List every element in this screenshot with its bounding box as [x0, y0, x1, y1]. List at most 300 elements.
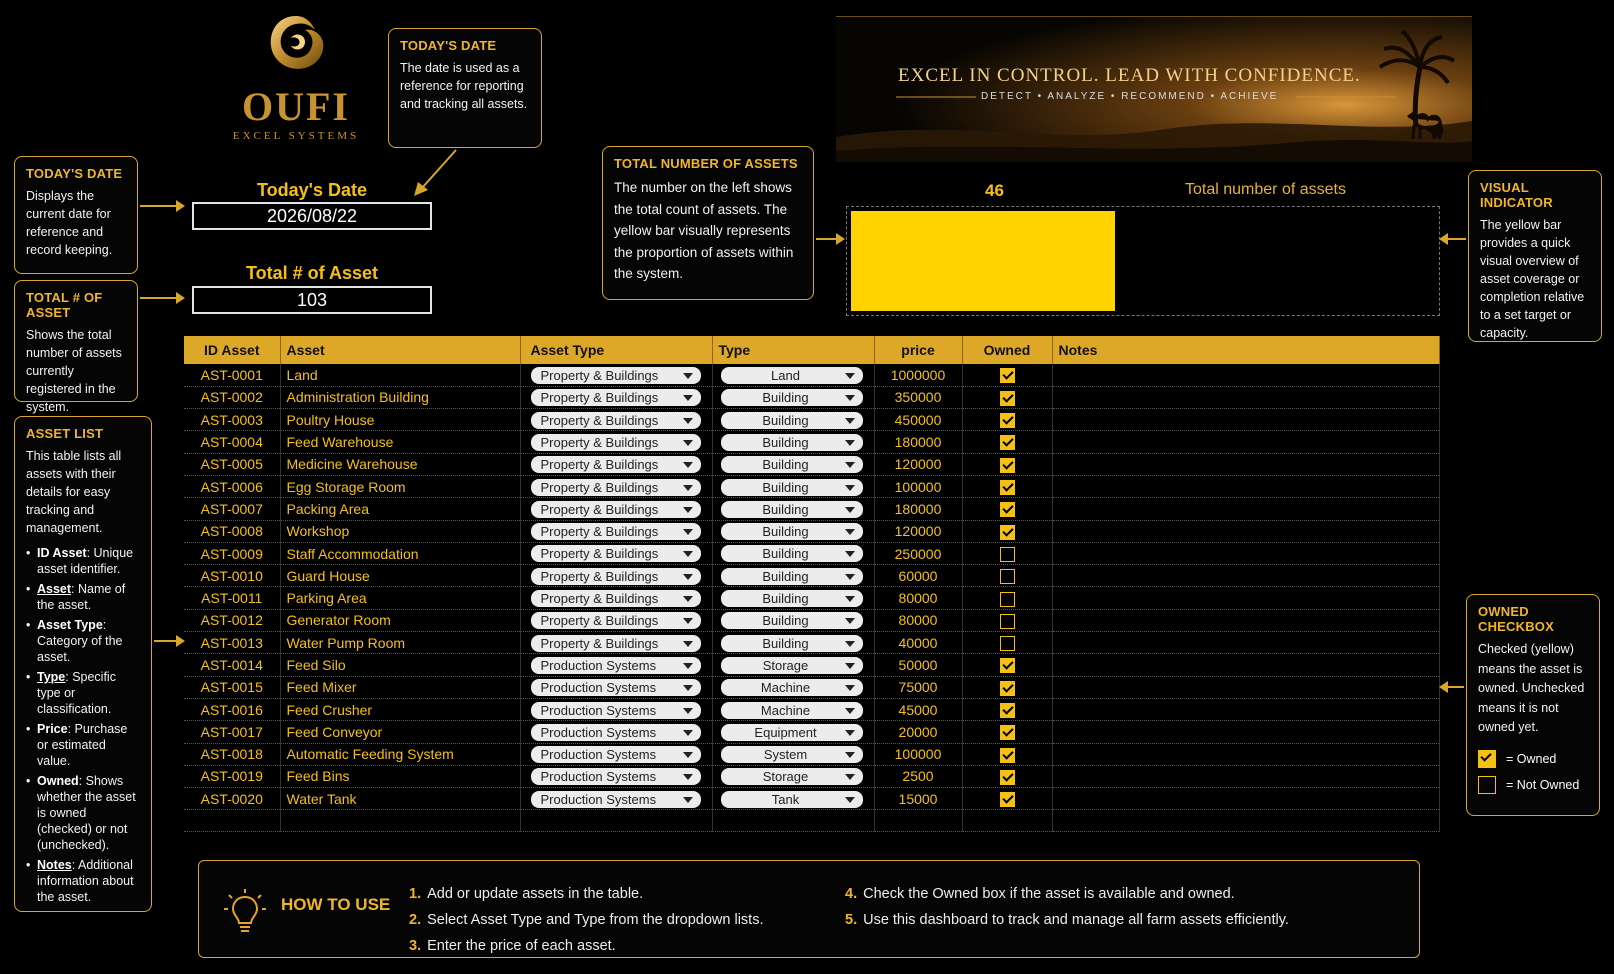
- asset-type-dropdown[interactable]: Production Systems: [531, 791, 701, 808]
- asset-type-cell: [520, 498, 712, 520]
- arrow-date-left: [140, 205, 182, 207]
- owned-checkbox[interactable]: [1000, 636, 1015, 651]
- table-row[interactable]: [184, 431, 1440, 453]
- notes-cell[interactable]: [1052, 386, 1440, 408]
- type-dropdown[interactable]: Building: [721, 590, 863, 607]
- asset-id-cell[interactable]: AST-0013: [184, 632, 280, 654]
- callout-date-top: [388, 28, 542, 148]
- asset-name-cell[interactable]: Feed Warehouse: [280, 431, 520, 453]
- owned-checkbox[interactable]: [1000, 368, 1015, 383]
- asset-id-cell[interactable]: AST-0001: [184, 364, 280, 386]
- asset-type-dropdown[interactable]: Production Systems: [531, 746, 701, 763]
- asset-id-cell[interactable]: AST-0015: [184, 676, 280, 698]
- how-to-use-title: HOW TO USE: [281, 895, 391, 914]
- owned-checkbox[interactable]: [1000, 502, 1015, 517]
- asset-type-dropdown[interactable]: Property & Buildings: [531, 635, 701, 652]
- type-dropdown[interactable]: Building: [721, 523, 863, 540]
- callout-text: Checked (yellow) means the asset is owned. Unchecked means it is not owned yet.: [1478, 642, 1585, 734]
- asset-id-cell[interactable]: AST-0006: [184, 475, 280, 497]
- type-cell: [712, 475, 874, 497]
- type-cell: [712, 453, 874, 475]
- type-cell: [712, 765, 874, 787]
- asset-name-cell[interactable]: Feed Crusher: [280, 698, 520, 720]
- column-header-id[interactable]: ID Asset: [184, 336, 280, 364]
- asset-id-cell[interactable]: AST-0005: [184, 453, 280, 475]
- asset-name-cell[interactable]: Water Pump Room: [280, 632, 520, 654]
- asset-id-cell[interactable]: AST-0014: [184, 654, 280, 676]
- table-row[interactable]: [184, 498, 1440, 520]
- owned-cell: [962, 520, 1052, 542]
- table-header-row: [184, 336, 1440, 364]
- type-dropdown[interactable]: Building: [721, 612, 863, 629]
- type-dropdown[interactable]: Building: [721, 568, 863, 585]
- owned-checkbox[interactable]: [1000, 614, 1015, 629]
- callout-text: The date is used as a reference for reporting and tracking all assets.: [400, 61, 528, 111]
- asset-table: [184, 336, 1440, 832]
- type-cell: [712, 364, 874, 386]
- how-to-steps-col2: [845, 881, 1289, 933]
- table-row[interactable]: [184, 409, 1440, 431]
- table-row[interactable]: [184, 721, 1440, 743]
- column-header-asset[interactable]: Asset: [280, 336, 520, 364]
- owned-checkbox[interactable]: [1000, 681, 1015, 696]
- price-cell[interactable]: 120000: [874, 453, 962, 475]
- owned-checkbox[interactable]: [1000, 703, 1015, 718]
- table-row[interactable]: [184, 520, 1440, 542]
- type-cell: [712, 409, 874, 431]
- owned-checkbox[interactable]: [1000, 547, 1015, 562]
- owned-cell: [962, 632, 1052, 654]
- asset-type-cell: [520, 654, 712, 676]
- callout-title: ASSET LIST: [26, 426, 104, 441]
- list-item: • Owned: Shows whether the asset is owned (checked) or not (unchecked).: [26, 773, 140, 853]
- price-cell[interactable]: 2500: [874, 765, 962, 787]
- date-value: 2026/08/22: [192, 202, 432, 230]
- type-dropdown[interactable]: Storage: [721, 657, 863, 674]
- asset-id-cell[interactable]: AST-0012: [184, 609, 280, 631]
- column-header-asset-type[interactable]: Asset Type: [520, 336, 712, 364]
- column-header-price[interactable]: price: [874, 336, 962, 364]
- list-item: • ID Asset: Unique asset identifier.: [26, 545, 140, 577]
- table-row-empty[interactable]: [184, 810, 1440, 832]
- asset-type-cell: [520, 431, 712, 453]
- type-cell: [712, 542, 874, 564]
- list-item: 2. Select Asset Type and Type from the dropdown lists.: [409, 912, 764, 928]
- table-row[interactable]: [184, 587, 1440, 609]
- asset-type-cell: [520, 364, 712, 386]
- notes-cell[interactable]: [1052, 743, 1440, 765]
- type-cell: [712, 654, 874, 676]
- asset-type-cell: [520, 632, 712, 654]
- type-dropdown[interactable]: Building: [721, 635, 863, 652]
- field-definition-list: [26, 545, 140, 905]
- owned-checkbox[interactable]: [1000, 658, 1015, 673]
- owned-checkbox[interactable]: [1000, 569, 1015, 584]
- asset-type-cell: [520, 409, 712, 431]
- owned-checkbox[interactable]: [1000, 413, 1015, 428]
- owned-cell: [962, 409, 1052, 431]
- asset-id-cell[interactable]: AST-0010: [184, 565, 280, 587]
- owned-cell: [962, 654, 1052, 676]
- price-cell[interactable]: 45000: [874, 698, 962, 720]
- table-row[interactable]: [184, 698, 1440, 720]
- price-cell[interactable]: 100000: [874, 475, 962, 497]
- asset-type-cell: [520, 698, 712, 720]
- lightbulb-icon: [223, 887, 267, 937]
- price-cell[interactable]: 180000: [874, 431, 962, 453]
- logo-subtitle: EXCEL SYSTEMS: [232, 130, 360, 142]
- how-to-steps-col1: [409, 881, 763, 959]
- list-item: 1. Add or update assets in the table.: [409, 886, 644, 902]
- table-row[interactable]: [184, 364, 1440, 386]
- table-row[interactable]: [184, 565, 1440, 587]
- asset-name-cell[interactable]: Feed Silo: [280, 654, 520, 676]
- asset-id-cell[interactable]: AST-0020: [184, 788, 280, 810]
- asset-name-cell[interactable]: Guard House: [280, 565, 520, 587]
- notes-cell[interactable]: [1052, 565, 1440, 587]
- legend-owned-label: = Owned: [1506, 751, 1557, 766]
- asset-type-dropdown[interactable]: Property & Buildings: [531, 389, 701, 406]
- asset-type-cell: [520, 721, 712, 743]
- notes-cell[interactable]: [1052, 498, 1440, 520]
- price-cell[interactable]: 80000: [874, 587, 962, 609]
- asset-type-cell: [520, 676, 712, 698]
- banner-tagline: DETECT • ANALYZE • RECOMMEND • ACHIEVE: [981, 91, 1279, 102]
- column-header-notes[interactable]: Notes: [1052, 336, 1440, 364]
- owned-checkbox[interactable]: [1000, 792, 1015, 807]
- owned-cell: [962, 721, 1052, 743]
- notes-cell[interactable]: [1052, 765, 1440, 787]
- callout-text: Displays the current date for reference and record keeping.: [26, 189, 113, 257]
- list-item: 5. Use this dashboard to track and manage all farm assets efficiently.: [845, 912, 1289, 928]
- asset-type-cell: [520, 743, 712, 765]
- price-cell[interactable]: 40000: [874, 632, 962, 654]
- price-cell[interactable]: 350000: [874, 386, 962, 408]
- arrow-visual-indicator: [1442, 238, 1466, 240]
- type-dropdown[interactable]: Storage: [721, 768, 863, 785]
- notes-cell[interactable]: [1052, 654, 1440, 676]
- asset-id-cell[interactable]: AST-0016: [184, 698, 280, 720]
- indicator-label: Total number of assets: [1185, 181, 1346, 198]
- list-item: • Asset: Name of the asset.: [26, 581, 140, 613]
- how-to-use-panel: [198, 860, 1420, 958]
- asset-type-dropdown[interactable]: Production Systems: [531, 768, 701, 785]
- notes-cell[interactable]: [1052, 364, 1440, 386]
- asset-type-cell: [520, 587, 712, 609]
- empty-cell[interactable]: [1052, 810, 1440, 832]
- arrow-asset-list: [154, 640, 182, 642]
- logo-name: OUFI: [242, 84, 350, 129]
- notes-cell[interactable]: [1052, 587, 1440, 609]
- empty-cell[interactable]: [520, 810, 712, 832]
- empty-cell[interactable]: [184, 810, 280, 832]
- table-row[interactable]: [184, 386, 1440, 408]
- date-label: Today's Date: [257, 180, 367, 200]
- price-cell[interactable]: 50000: [874, 654, 962, 676]
- empty-cell[interactable]: [962, 810, 1052, 832]
- type-dropdown[interactable]: System: [721, 746, 863, 763]
- price-cell[interactable]: 180000: [874, 498, 962, 520]
- callout-asset-list: [14, 416, 152, 912]
- arrow-owned-checkbox: [1442, 686, 1464, 688]
- callout-text: This table lists all assets with their details for easy tracking and management.: [26, 449, 122, 535]
- empty-cell[interactable]: [280, 810, 520, 832]
- asset-type-dropdown[interactable]: Production Systems: [531, 657, 701, 674]
- price-cell[interactable]: 20000: [874, 721, 962, 743]
- column-header-type[interactable]: Type: [712, 336, 874, 364]
- owned-cell: [962, 565, 1052, 587]
- table-row[interactable]: [184, 632, 1440, 654]
- type-cell: [712, 743, 874, 765]
- asset-type-dropdown[interactable]: Property & Buildings: [531, 501, 701, 518]
- asset-type-cell: [520, 475, 712, 497]
- price-cell[interactable]: 1000000: [874, 364, 962, 386]
- list-item: • Price: Purchase or estimated value.: [26, 721, 140, 769]
- type-dropdown[interactable]: Machine: [721, 679, 863, 696]
- price-cell[interactable]: 75000: [874, 676, 962, 698]
- asset-type-dropdown[interactable]: Property & Buildings: [531, 434, 701, 451]
- type-dropdown[interactable]: Building: [721, 479, 863, 496]
- owned-checkbox[interactable]: [1000, 592, 1015, 607]
- callout-owned-checkbox: [1466, 594, 1600, 816]
- asset-type-cell: [520, 765, 712, 787]
- owned-cell: [962, 743, 1052, 765]
- asset-id-cell[interactable]: AST-0017: [184, 721, 280, 743]
- owned-cell: [962, 788, 1052, 810]
- type-dropdown[interactable]: Building: [721, 545, 863, 562]
- asset-id-cell[interactable]: AST-0009: [184, 542, 280, 564]
- type-cell: [712, 498, 874, 520]
- callout-total-left: [14, 280, 138, 414]
- type-cell: [712, 698, 874, 720]
- owned-checkbox[interactable]: [1000, 770, 1015, 785]
- asset-type-dropdown[interactable]: Property & Buildings: [531, 479, 701, 496]
- asset-name-cell[interactable]: Parking Area: [280, 587, 520, 609]
- indicator-count: 46: [985, 181, 1004, 200]
- owned-cell: [962, 475, 1052, 497]
- table-row[interactable]: [184, 609, 1440, 631]
- type-dropdown[interactable]: Building: [721, 456, 863, 473]
- table-body: [184, 364, 1440, 832]
- asset-name-cell[interactable]: Water Tank: [280, 788, 520, 810]
- asset-type-dropdown[interactable]: Property & Buildings: [531, 456, 701, 473]
- type-cell: [712, 565, 874, 587]
- notes-cell[interactable]: [1052, 698, 1440, 720]
- notes-cell[interactable]: [1052, 520, 1440, 542]
- type-dropdown[interactable]: Building: [721, 389, 863, 406]
- notes-cell[interactable]: [1052, 788, 1440, 810]
- price-cell[interactable]: 120000: [874, 520, 962, 542]
- asset-id-cell[interactable]: AST-0004: [184, 431, 280, 453]
- checkbox-icon: [1478, 750, 1496, 768]
- indicator-bar-fill: [851, 211, 1115, 311]
- type-cell: [712, 386, 874, 408]
- total-assets-value: 103: [192, 286, 432, 314]
- asset-type-cell: [520, 542, 712, 564]
- type-dropdown[interactable]: Building: [721, 434, 863, 451]
- notes-cell[interactable]: [1052, 409, 1440, 431]
- notes-cell[interactable]: [1052, 609, 1440, 631]
- type-dropdown[interactable]: Land: [721, 367, 863, 384]
- asset-id-cell[interactable]: AST-0002: [184, 386, 280, 408]
- callout-title: TOTAL # OF ASSET: [26, 290, 103, 320]
- notes-cell[interactable]: [1052, 542, 1440, 564]
- type-cell: [712, 520, 874, 542]
- list-item: • Notes: Additional information about the asset.: [26, 857, 140, 905]
- legend-not-owned: [1478, 776, 1588, 794]
- asset-id-cell[interactable]: AST-0018: [184, 743, 280, 765]
- type-cell: [712, 431, 874, 453]
- owned-cell: [962, 698, 1052, 720]
- asset-type-dropdown[interactable]: Property & Buildings: [531, 545, 701, 562]
- owned-checkbox[interactable]: [1000, 391, 1015, 406]
- asset-name-cell[interactable]: Feed Mixer: [280, 676, 520, 698]
- asset-id-cell[interactable]: AST-0011: [184, 587, 280, 609]
- legend-owned: [1478, 750, 1588, 768]
- asset-type-dropdown[interactable]: Property & Buildings: [531, 612, 701, 629]
- callout-visual-indicator: [1468, 170, 1602, 342]
- type-cell: [712, 632, 874, 654]
- table-row[interactable]: [184, 542, 1440, 564]
- indicator-bar-frame: [846, 206, 1440, 316]
- list-item: • Type: Specific type or classification.: [26, 669, 140, 717]
- asset-type-cell: [520, 386, 712, 408]
- price-cell[interactable]: 60000: [874, 565, 962, 587]
- asset-id-cell[interactable]: AST-0008: [184, 520, 280, 542]
- callout-title: TOTAL NUMBER OF ASSETS: [614, 156, 798, 171]
- table-row[interactable]: [184, 676, 1440, 698]
- banner-headline: EXCEL IN CONTROL. LEAD WITH CONFIDENCE.: [898, 65, 1361, 86]
- type-dropdown[interactable]: Tank: [721, 791, 863, 808]
- callout-title: TODAY'S DATE: [400, 38, 497, 53]
- asset-name-cell[interactable]: Land: [280, 364, 520, 386]
- owned-checkbox[interactable]: [1000, 748, 1015, 763]
- asset-type-dropdown[interactable]: Production Systems: [531, 724, 701, 741]
- owned-checkbox[interactable]: [1000, 480, 1015, 495]
- owned-cell: [962, 609, 1052, 631]
- callout-total-number: [602, 146, 814, 300]
- notes-cell[interactable]: [1052, 475, 1440, 497]
- asset-name-cell[interactable]: Workshop: [280, 520, 520, 542]
- type-dropdown[interactable]: Machine: [721, 702, 863, 719]
- type-cell: [712, 788, 874, 810]
- list-item: 3. Enter the price of each asset.: [409, 938, 616, 954]
- table-row[interactable]: [184, 453, 1440, 475]
- owned-checkbox[interactable]: [1000, 435, 1015, 450]
- asset-type-dropdown[interactable]: Production Systems: [531, 679, 701, 696]
- list-item: 4. Check the Owned box if the asset is available and owned.: [845, 886, 1235, 902]
- notes-cell[interactable]: [1052, 431, 1440, 453]
- callout-title: TODAY'S DATE: [26, 166, 123, 181]
- total-assets-label: Total # of Asset: [245, 263, 379, 283]
- notes-cell[interactable]: [1052, 721, 1440, 743]
- callout-text: The number on the left shows the total count of assets. The yellow bar visually represents the proportion of assets within the system.: [614, 180, 794, 281]
- asset-type-dropdown[interactable]: Property & Buildings: [531, 523, 701, 540]
- legend-not-owned-label: = Not Owned: [1506, 777, 1580, 792]
- asset-name-cell[interactable]: Staff Accommodation: [280, 542, 520, 564]
- asset-name-cell[interactable]: Feed Conveyor: [280, 721, 520, 743]
- empty-cell[interactable]: [874, 810, 962, 832]
- callout-text: The yellow bar provides a quick visual overview of asset coverage or completion relative to a set target or capacity.: [1480, 218, 1585, 340]
- owned-cell: [962, 431, 1052, 453]
- price-cell[interactable]: 80000: [874, 609, 962, 631]
- price-cell[interactable]: 100000: [874, 743, 962, 765]
- table-row[interactable]: [184, 765, 1440, 787]
- price-cell[interactable]: 15000: [874, 788, 962, 810]
- brand-logo: [226, 10, 366, 150]
- empty-cell[interactable]: [712, 810, 874, 832]
- price-cell[interactable]: 250000: [874, 542, 962, 564]
- owned-checkbox[interactable]: [1000, 525, 1015, 540]
- asset-name-cell[interactable]: Egg Storage Room: [280, 475, 520, 497]
- notes-cell[interactable]: [1052, 632, 1440, 654]
- asset-type-dropdown[interactable]: Property & Buildings: [531, 412, 701, 429]
- owned-cell: [962, 587, 1052, 609]
- owned-cell: [962, 364, 1052, 386]
- asset-type-cell: [520, 565, 712, 587]
- logo-mark-icon: [261, 10, 331, 80]
- asset-id-cell[interactable]: AST-0019: [184, 765, 280, 787]
- callout-text: Shows the total number of assets currently registered in the system.: [26, 328, 122, 414]
- owned-checkbox[interactable]: [1000, 725, 1015, 740]
- asset-type-dropdown[interactable]: Property & Buildings: [531, 568, 701, 585]
- type-dropdown[interactable]: Building: [721, 412, 863, 429]
- callout-title: VISUAL INDICATOR: [1480, 180, 1553, 210]
- list-item: • Asset Type: Category of the asset.: [26, 617, 140, 665]
- table-row[interactable]: [184, 788, 1440, 810]
- asset-type-cell: [520, 788, 712, 810]
- asset-id-cell[interactable]: AST-0007: [184, 498, 280, 520]
- owned-cell: [962, 676, 1052, 698]
- column-header-owned[interactable]: Owned: [962, 336, 1052, 364]
- banner: [836, 16, 1472, 162]
- callout-title: OWNED CHECKBOX: [1478, 604, 1554, 634]
- asset-name-cell[interactable]: Administration Building: [280, 386, 520, 408]
- type-dropdown[interactable]: Building: [721, 501, 863, 518]
- owned-cell: [962, 386, 1052, 408]
- asset-type-dropdown[interactable]: Production Systems: [531, 702, 701, 719]
- arrow-total-left: [140, 297, 182, 299]
- asset-type-cell: [520, 520, 712, 542]
- asset-name-cell[interactable]: Packing Area: [280, 498, 520, 520]
- asset-type-cell: [520, 609, 712, 631]
- owned-cell: [962, 765, 1052, 787]
- table-row[interactable]: [184, 475, 1440, 497]
- notes-cell[interactable]: [1052, 676, 1440, 698]
- asset-name-cell[interactable]: Automatic Feeding System: [280, 743, 520, 765]
- owned-cell: [962, 542, 1052, 564]
- owned-checkbox[interactable]: [1000, 458, 1015, 473]
- type-dropdown[interactable]: Equipment: [721, 724, 863, 741]
- asset-name-cell[interactable]: Poultry House: [280, 409, 520, 431]
- asset-id-cell[interactable]: AST-0003: [184, 409, 280, 431]
- notes-cell[interactable]: [1052, 453, 1440, 475]
- arrow-total-number: [816, 238, 842, 240]
- table-row[interactable]: [184, 654, 1440, 676]
- asset-type-dropdown[interactable]: Property & Buildings: [531, 590, 701, 607]
- price-cell[interactable]: 450000: [874, 409, 962, 431]
- asset-name-cell[interactable]: Medicine Warehouse: [280, 453, 520, 475]
- asset-type-cell: [520, 453, 712, 475]
- camel-icon: [1404, 105, 1450, 141]
- callout-date-left: [14, 156, 138, 274]
- table-row[interactable]: [184, 743, 1440, 765]
- asset-type-dropdown[interactable]: Property & Buildings: [531, 367, 701, 384]
- asset-name-cell[interactable]: Generator Room: [280, 609, 520, 631]
- asset-name-cell[interactable]: Feed Bins: [280, 765, 520, 787]
- owned-cell: [962, 453, 1052, 475]
- type-cell: [712, 609, 874, 631]
